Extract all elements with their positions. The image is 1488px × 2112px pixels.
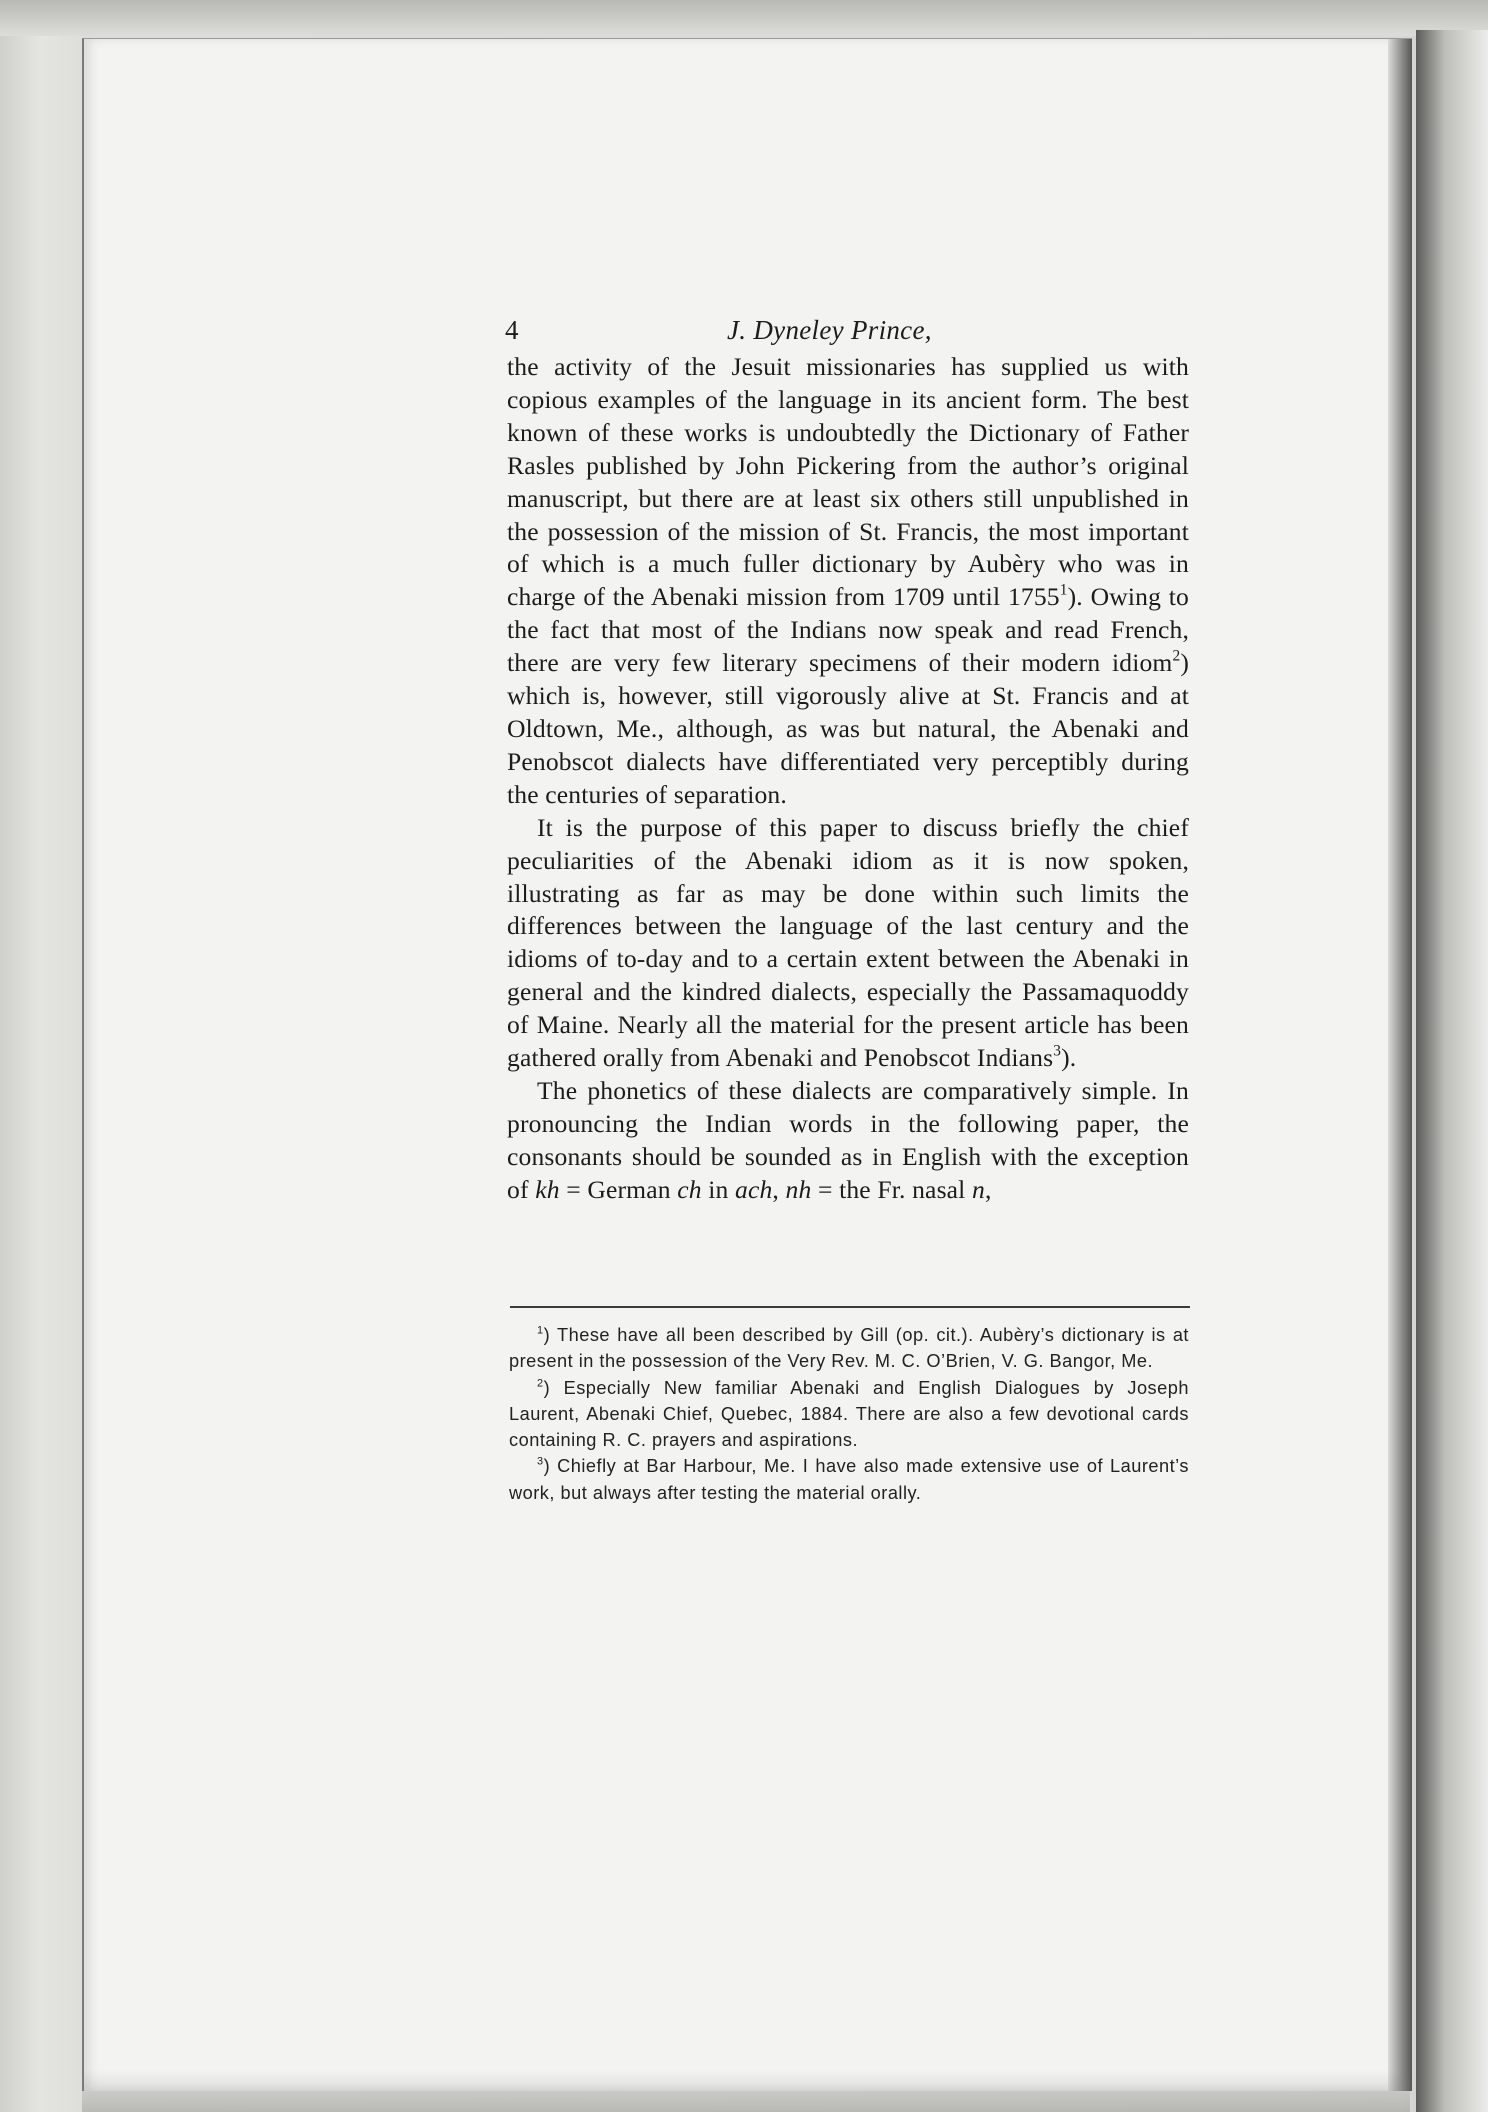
running-head bbox=[505, 310, 1195, 350]
page-number: 4 bbox=[505, 315, 519, 345]
trailing-comma: , bbox=[984, 1174, 992, 1204]
running-title: J. Dyneley Prince, bbox=[727, 315, 932, 345]
footnote-1 bbox=[509, 1322, 1189, 1375]
footnote-3-mark: 3 bbox=[537, 1455, 544, 1468]
paragraph-3 bbox=[507, 1075, 1189, 1207]
paragraph-1-text-c: ) which is, however, still vigorously alive at St. Francis and at Oldtown, Me., although, as was but natural, the Abenaki and Penobscot dialects have differentiated very perceptibly during the centuries of separation. bbox=[507, 648, 1189, 809]
footnote-3-text: ) Chiefly at Bar Harbour, Me. I have also made extensive use of Laurent’s work, but always after testing the material orally. bbox=[509, 1456, 1189, 1503]
footnote-separator bbox=[510, 1306, 1190, 1308]
paragraph-2-text-a: It is the purpose of this paper to discuss briefly the chief peculiarities of the Abenaki idiom as it is now spoken, illustrating as far as may be done within such limits the differences between the language of the last century and the idioms of to-day and to a certain extent between the Abenaki in general and the kindred dialects, especially the Passamaquoddy of Maine. Nearly all the material for the present article has been gathered orally from Abenaki and Penobscot Indians bbox=[507, 812, 1189, 1073]
footnote-2-mark: 2 bbox=[537, 1376, 544, 1389]
footnote-1-text: ) These have all been described by Gill (op. cit.). Aubèry’s dictionary is at present in the possession of the Very Rev. M. C. O’Brien, V. G. Bangor, Me. bbox=[509, 1325, 1189, 1372]
footnote-ref-1: 1 bbox=[1059, 581, 1068, 599]
scan-top-edge bbox=[0, 0, 1488, 36]
equals-french-nasal: = the Fr. nasal bbox=[811, 1174, 972, 1204]
equals-german: = German bbox=[559, 1174, 678, 1204]
paragraph-2-text-b: ). bbox=[1061, 1043, 1077, 1073]
page-gutter-shadow bbox=[1388, 39, 1412, 2091]
body-text bbox=[507, 351, 1189, 1207]
term-nh: nh bbox=[785, 1174, 812, 1204]
footnote-ref-3: 3 bbox=[1053, 1042, 1062, 1060]
paragraph-1-text-a: the activity of the Jesuit missionaries has supplied us with copious examples of the language in its ancient form. The best known of these works is undoubtedly the Dictionary of Father Rasles published by John Pickering from the author’s original manuscript, but there are at least six others still unpublished in the possession of the mission of St. Francis, the most important of which is a much fuller dictionary by Aubèry who was in charge of the Abenaki mission from 1709 until 1755 bbox=[507, 352, 1189, 612]
comma-separator: , bbox=[772, 1174, 786, 1204]
footnote-ref-2: 2 bbox=[1172, 647, 1181, 665]
term-ach: ach bbox=[735, 1174, 773, 1204]
term-n: n bbox=[972, 1174, 985, 1204]
paragraph-2 bbox=[507, 812, 1189, 1075]
adjacent-page-edge bbox=[1416, 30, 1488, 2112]
paragraph-3-text-a: The phonetics of these dialects are comparatively simple. In pronouncing the Indian words in the following paper, the consonants should be sounded as in English with the exception of bbox=[507, 1075, 1189, 1204]
footnote-1-mark: 1 bbox=[537, 1324, 544, 1337]
term-ch: ch bbox=[677, 1174, 702, 1204]
footnote-2-text: ) Especially New familiar Abenaki and English Dialogues by Joseph Laurent, Abenaki Chief, Quebec, 1884. There are also a few devotional cards containing R. C. prayers and aspirations. bbox=[509, 1377, 1189, 1451]
paragraph-1 bbox=[507, 351, 1189, 812]
page-bottom-shadow bbox=[82, 2070, 1410, 2112]
word-in: in bbox=[701, 1174, 735, 1204]
paragraph-1-text-b: ). Owing to the fact that most of the Indians now speak and read French, there are very few literary specimens of their modern idiom bbox=[507, 582, 1189, 678]
footnote-3 bbox=[509, 1453, 1189, 1506]
term-kh: kh bbox=[535, 1174, 560, 1204]
footnote-2 bbox=[509, 1375, 1189, 1454]
footnotes bbox=[509, 1322, 1189, 1506]
